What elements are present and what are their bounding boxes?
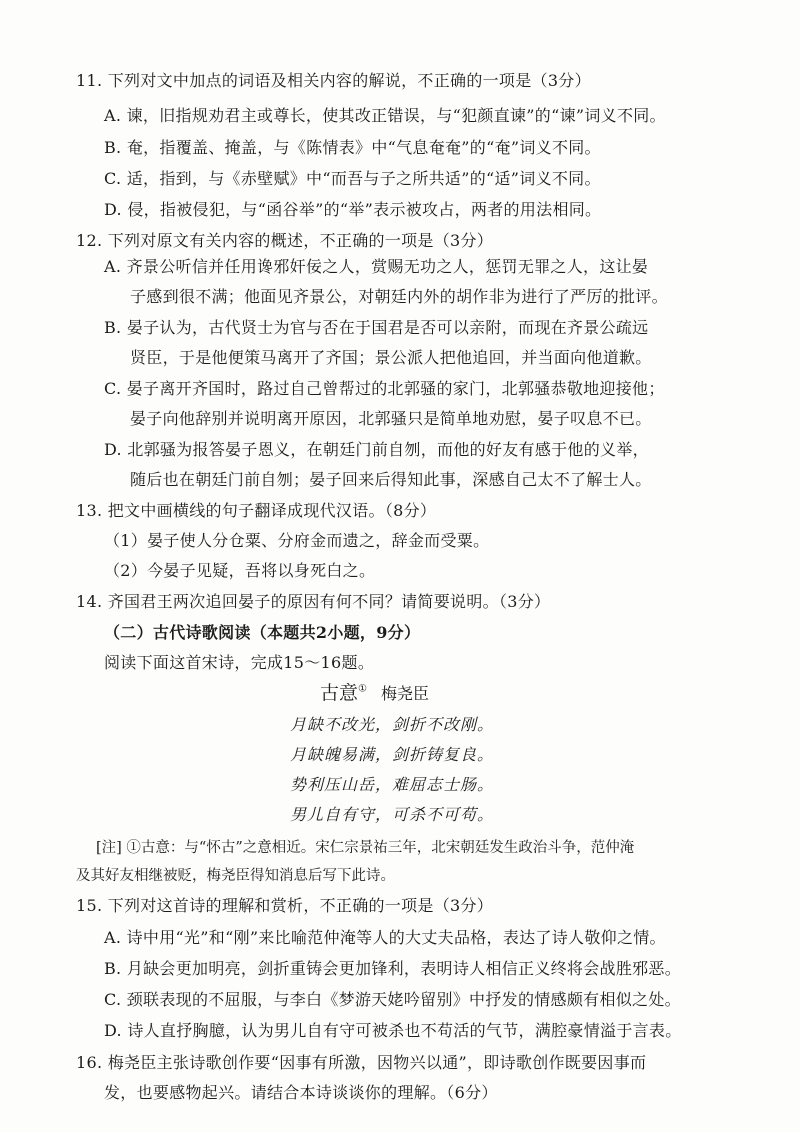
q16-line-1: 16. 梅尧臣主张诗歌创作要“因事有所激，因物兴以通”，即诗歌创作既要因事而: [76, 1053, 647, 1072]
q11-option-c: C. 适，指到，与《赤壁赋》中“而吾与子之所共适”的“适”词义不同。: [104, 169, 601, 188]
poem-line-1: 月缺不改光，剑折不改刚。: [290, 715, 495, 734]
q15-option-d: D. 诗人直抒胸臆，认为男儿自有守可被杀也不苟活的气节，满腔豪情溢于言表。: [104, 1021, 682, 1040]
q11-option-b: B. 奄，指覆盖、掩盖，与《陈情表》中“气息奄奄”的“奄”词义不同。: [104, 138, 601, 157]
poem-line-3: 势利压山岳，难屈志士肠。: [290, 775, 495, 794]
q15-option-c: C. 颈联表现的不屈服，与李白《梦游天姥吟留别》中抒发的情感颇有相似之处。: [104, 990, 681, 1009]
poem-author: 梅尧臣: [380, 684, 429, 703]
q12-option-d: D. 北郭骚为报答晏子恩义，在朝廷门前自刎，而他的好友有感于他的义举，: [104, 440, 649, 459]
q12-option-a-cont: 子感到很不满；他面见齐景公，对朝廷内外的胡作非为进行了严厉的批评。: [130, 287, 668, 306]
poem-note-line-2: 及其好友相继被贬，梅尧臣得知消息后写下此诗。: [76, 868, 395, 884]
poem-note-line-1: [注] ①古意：与“怀古”之意相近。宋仁宗景祐三年，北宋朝廷发生政治斗争，范仲淹: [96, 840, 635, 856]
section2-instruction: 阅读下面这首宋诗，完成15～16题。: [104, 653, 375, 672]
q13-item-1: （1）晏子使人分仓粟、分府金而遗之，辞金而受粟。: [104, 531, 490, 550]
q12-option-d-cont: 随后也在朝廷门前自刎；晏子回来后得知此事，深感自己太不了解士人。: [130, 470, 652, 489]
poem-title: 古意: [320, 682, 359, 704]
poem-note-marker: ①: [358, 683, 367, 695]
q15-stem: 15. 下列对这首诗的理解和赏析，不正确的一项是（3分）: [76, 896, 494, 915]
q14-stem: 14. 齐国君王两次追回晏子的原因有何不同？请简要说明。（3分）: [76, 592, 551, 611]
poem-title-block: [320, 678, 429, 705]
section2-heading: （二）古代诗歌阅读（本题共2小题，9分）: [104, 623, 421, 642]
q11-option-d: D. 侵，指被侵犯，与“函谷举”的“举”表示被攻占，两者的用法相同。: [104, 200, 602, 219]
q12-option-c-cont: 晏子向他辞别并说明离开原因，北郭骚只是简单地劝慰，晏子叹息不已。: [130, 409, 652, 428]
q13-stem: 13. 把文中画横线的句子翻译成现代汉语。（8分）: [76, 501, 437, 520]
q11-stem: 11. 下列对文中加点的词语及相关内容的解说，不正确的一项是（3分）: [76, 71, 591, 90]
q12-stem: 12. 下列对原文有关内容的概述，不正确的一项是（3分）: [76, 231, 494, 250]
q12-option-a: A. 齐景公听信并任用谗邪奸佞之人，赏赐无功之人，惩罚无罪之人，这让晏: [104, 257, 649, 276]
poem-line-2: 月缺魄易满，剑折铸复良。: [290, 745, 495, 764]
q11-option-a: A. 谏，旧指规劝君主或尊长，使其改正错误，与“犯颜直谏”的“谏”词义不同。: [104, 106, 666, 125]
q12-option-b-cont: 贤臣，于是他便策马离开了齐国；景公派人把他追回，并当面向他道歉。: [130, 348, 652, 367]
q13-item-2: （2）今晏子见疑，吾将以身死白之。: [104, 561, 376, 580]
q16-line-2: 发，也要感物起兴。请结合本诗谈谈你的理解。（6分）: [104, 1083, 498, 1102]
q12-option-b: B. 晏子认为，古代贤士为官与否在于国君是否可以亲附，而现在齐景公疏远: [104, 318, 649, 337]
q12-option-c: C. 晏子离开齐国时，路过自己曾帮过的北郭骚的家门，北郭骚恭敬地迎接他；: [104, 379, 665, 398]
q15-option-b: B. 月缺会更加明亮，剑折重铸会更加锋利，表明诗人相信正义终将会战胜邪恶。: [104, 959, 682, 978]
poem-line-4: 男儿自有守，可杀不可苟。: [290, 805, 495, 824]
q15-option-a: A. 诗中用“光”和“刚”来比喻范仲淹等人的大丈夫品格，表达了诗人敬仰之情。: [104, 928, 666, 947]
